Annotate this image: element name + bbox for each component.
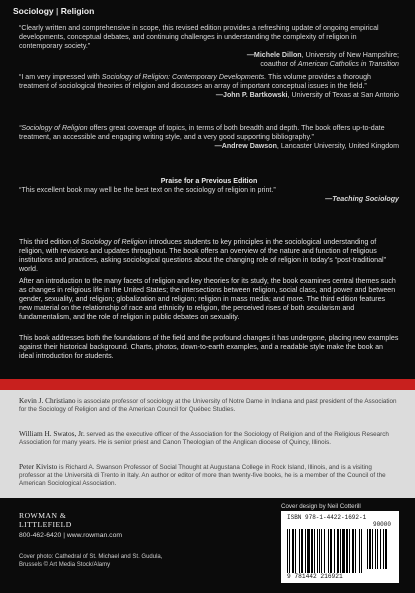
- publisher-logo-line2: LITTLEFIELD: [19, 519, 72, 529]
- barcode-bar: [330, 529, 332, 573]
- description-book-title: Sociology of Religion: [80, 238, 148, 246]
- author-description: is associate professor of sociology at the University of Notre Dame in Indiana and past president of the Association for the Sociology of Religion and of the American Council for Québec Studies.: [19, 398, 397, 413]
- review-affiliation: , University of New Hampshire;: [301, 51, 399, 59]
- barcode-bar: [346, 529, 348, 573]
- review-quote: [19, 73, 399, 91]
- category-sociology: Sociology: [13, 6, 54, 16]
- author-description: served as the executive officer of the Association for the Sociology of Religion and of the Religious Research Association for many years. He is senior priest and Canon Theologian of the Anglican diocese of Quincy, Illinois.: [19, 431, 389, 446]
- author-description: is Richard A. Swanson Professor of Social Thought at Augustana College in Rock Island, Illinois, and is a visiting professor at the Università di Trento in Italy. An author or editor of more than twenty-five books, he is a member of the Council of the American Sociological Association.: [19, 464, 386, 487]
- category-separator: |: [56, 6, 59, 16]
- praise-source: —Teaching Sociology: [325, 195, 399, 203]
- author-bio: [19, 463, 399, 488]
- description-paragraph-1: [19, 238, 399, 274]
- barcode-bar: [340, 529, 341, 573]
- cover-photo-credit: [19, 554, 179, 569]
- author-name: William H. Swatos, Jr.: [19, 429, 85, 438]
- barcode-bar: [367, 529, 368, 569]
- review-quote-pre: “I am very impressed with: [19, 73, 102, 81]
- review-dillon: [19, 24, 399, 69]
- review-attribution: [19, 142, 399, 151]
- category-religion: Religion: [60, 6, 95, 16]
- review-quote: “Clearly written and comprehensive in scope, this revised edition provides a refreshing update of ongoing empirical developments, conceptual debates, and continuing challenges in understanding the complexity of religion in contemporary society.”: [19, 24, 379, 50]
- barcode-bar: [372, 529, 373, 569]
- review-dawson: [19, 124, 399, 151]
- barcode-bar: [301, 529, 303, 573]
- barcode-bar: [385, 529, 387, 569]
- barcode-bar: [352, 529, 354, 573]
- red-divider-band: [0, 379, 415, 390]
- barcode-bar: [328, 529, 329, 573]
- barcode-bar: [369, 529, 371, 569]
- author-bio: [19, 397, 399, 414]
- author-name: Peter Kivisto: [19, 462, 58, 471]
- barcode-bar: [311, 529, 313, 573]
- barcode-bar: [307, 529, 310, 573]
- author-bio: [19, 430, 399, 447]
- category-label: [13, 6, 94, 16]
- barcode-bar: [342, 529, 345, 573]
- description-text: This third edition of: [19, 238, 81, 246]
- barcode-bar: [289, 529, 290, 573]
- praise-heading: Praise for a Previous Edition: [160, 177, 258, 185]
- barcode-bar: [319, 529, 320, 573]
- cover-design-credit: Cover design by Neil Cotterill: [281, 503, 361, 510]
- review-quote-title: “Sociology of Religion: [19, 124, 88, 132]
- review-author: —Michele Dillon: [246, 51, 302, 59]
- review-affiliation-line2: [19, 60, 399, 69]
- cover-photo-line2: Brussels © Art Media Stock/Alamy: [19, 561, 111, 568]
- description-paragraph-3: This book addresses both the foundations of the field and the profound changes it has undergone, placing new examples against their historical background. Charts, photos, down-to-earth examples, and a readable style make the book an ideal introduction for students.: [19, 334, 399, 360]
- barcode-bar: [299, 529, 300, 573]
- barcode-bar: [359, 529, 360, 573]
- praise-attribution: [19, 195, 399, 204]
- publisher-logo: [19, 512, 169, 529]
- praise-quote: “This excellent book may well be the best text on the sociology of religion in print.”: [19, 186, 276, 194]
- review-attribution: [19, 91, 399, 100]
- review-affiliation-prefix: coauthor of: [260, 60, 298, 68]
- barcode-bar: [383, 529, 384, 569]
- barcode-ean: [287, 529, 363, 573]
- barcode-bar: [317, 529, 318, 573]
- author-bios-panel: [0, 390, 415, 498]
- barcode-bar: [287, 529, 288, 573]
- barcode-bar: [295, 529, 296, 573]
- review-author: —John P. Bartkowski: [215, 91, 288, 99]
- barcode-label: [281, 511, 399, 583]
- barcode-bar: [375, 529, 376, 569]
- review-affiliation: , Lancaster University, United Kingdom: [276, 142, 399, 150]
- barcode-bar: [321, 529, 322, 573]
- review-bartkowski: [19, 73, 399, 100]
- author-name: Kevin J. Christiano: [19, 396, 76, 405]
- barcode-bar: [349, 529, 350, 573]
- review-quote: [19, 124, 399, 142]
- barcode-bar: [305, 529, 306, 573]
- barcode-bar: [380, 529, 381, 569]
- barcode-bar: [334, 529, 335, 573]
- review-quote-post: This volume provides a thorough treatment of sociological theories of religion and discusses an array of important conceptual issues in the field.”: [19, 73, 371, 90]
- publisher-logo-line1: ROWMAN &: [19, 511, 67, 520]
- barcode-bar: [324, 529, 325, 573]
- barcode-bar: [292, 529, 294, 573]
- ean-digits: 9 781442 216921: [287, 573, 343, 580]
- review-quote-post: offers great coverage of topics, in terms of both breadth and depth. The book offers up-to-date treatment, an accessible and engaging writing style, and a very good supporting bibliography.”: [19, 124, 385, 141]
- barcode-bar: [337, 529, 339, 573]
- review-author: —Andrew Dawson: [214, 142, 277, 150]
- barcode-bar: [355, 529, 356, 573]
- review-affiliation: , University of Texas at San Antonio: [287, 91, 399, 99]
- price-code: 90000: [372, 521, 391, 528]
- publisher-contact: 800-462-6420 | www.rowman.com: [19, 532, 123, 539]
- barcode-bar: [361, 529, 362, 573]
- description-paragraph-2: After an introduction to the many facets of religion and key theories for its study, the book examines central themes such as changes in religious life in the United States; the intersections between religion, social class, and power and between gender, sexuality, and religion; globalization and religion; religion in mass media; and more. The third edition features new material on the relationship of race and ethnicity to religion, the perceived rises of both secularism and fundamentalism, and the role of religion in public debates on sexuality.: [19, 277, 396, 321]
- barcode-addon: [367, 529, 393, 569]
- barcode-bar: [314, 529, 315, 573]
- description-text-cont: introduces students to key principles in the sociological understanding of religion, with revisions and updates throughout. The book offers an overview of the nature and function of religious institutions and practices, asking sociological questions about the changing role of religion in today’s “post-traditional” world.: [19, 238, 386, 273]
- publisher-block: [19, 512, 169, 541]
- review-quote-title: Sociology of Religion: Contemporary Developments.: [101, 73, 267, 81]
- isbn-number: ISBN 978-1-4422-1692-1: [287, 514, 367, 521]
- review-book-title: American Catholics in Transition: [297, 60, 399, 68]
- review-attribution: [19, 51, 399, 60]
- praise-previous-edition: [19, 177, 399, 204]
- cover-photo-line1: Cover photo: Cathedral of St. Michael and St. Gudula,: [19, 554, 163, 560]
- barcode-bar: [377, 529, 378, 569]
